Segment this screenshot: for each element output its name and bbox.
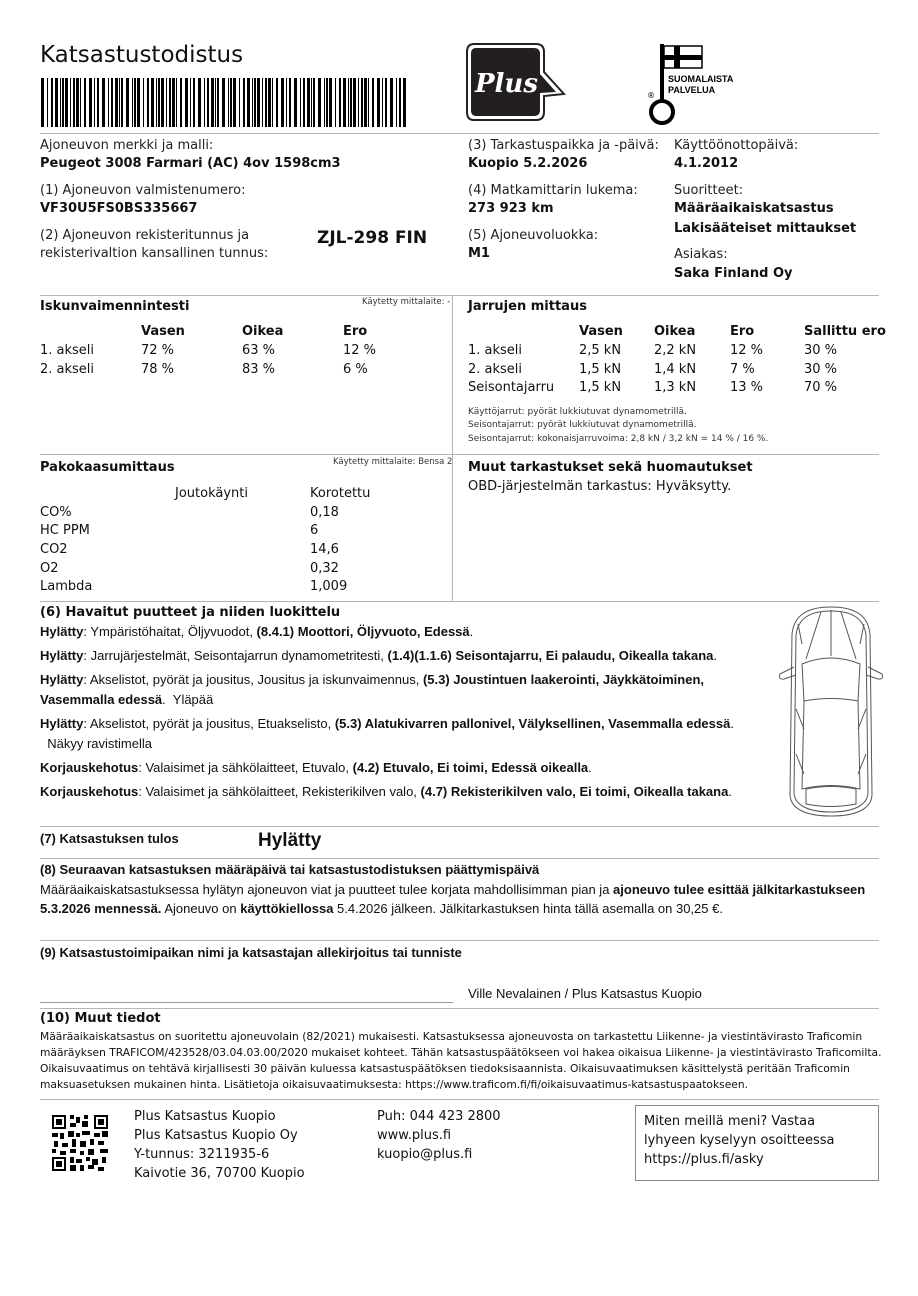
other-info-title: (10) Muut tiedot: [40, 1011, 161, 1026]
qr-code-icon: [52, 1115, 108, 1171]
customer-label: Asiakas:: [674, 247, 728, 262]
survey-text: Miten meillä meni? Vastaa lyhyeen kyselyyn osoitteessa https://plus.fi/asky: [644, 1114, 835, 1167]
car-diagram-icon: [776, 604, 886, 819]
performed-value-1: Määräaikaiskatsastus: [674, 201, 834, 216]
emissions-device: Käytetty mittalaite: Bensa 2: [333, 457, 453, 467]
website-link[interactable]: www.plus.fi: [377, 1128, 452, 1143]
contact-info: [377, 1107, 501, 1164]
col-header: Vasen: [141, 324, 185, 339]
barcode-icon: [41, 78, 407, 127]
other-checks-text: OBD-järjestelmän tarkastus: Hyväksytty.: [468, 479, 732, 494]
defect-item: Hylätty: Jarrujärjestelmät, Seisontajarrun dynamometritesti, (1.4)(1.1.6) Seisontajarru, Ei palaudu, Oikealla takana.: [40, 648, 718, 663]
company-info: [134, 1107, 305, 1183]
performed-value-2: Lakisääteiset mittaukset: [674, 221, 857, 236]
defect-list: [40, 622, 780, 802]
make-model-value: Peugeot 3008 Farmari (AC) 4ov 1598cm3: [40, 156, 341, 171]
brake-note: Seisontajarrut: pyörät lukkiutuvat dynamometrillä.: [468, 420, 697, 430]
page-title: Katsastustodistus: [40, 42, 244, 68]
svg-text:Plus: Plus: [475, 69, 538, 99]
defect-item: Hylätty: Ympäristöhaitat, Öljyvuodot, (8.4.1) Moottori, Öljyvuoto, Edessä.: [40, 624, 474, 639]
vin-label: (1) Ajoneuvon valmistenumero:: [40, 183, 246, 198]
col-header: Ero: [343, 324, 368, 339]
col-header: Korotettu: [310, 486, 371, 501]
other-checks-title: Muut tarkastukset sekä huomautukset: [468, 460, 753, 475]
place-label: (3) Tarkastuspaikka ja -päivä:: [468, 138, 659, 153]
defect-item: Hylätty: Akselistot, pyörät ja jousitus, Etuakselisto, (5.3) Alatukivarren pallonivel, Välyksellinen, Vasemmalla edessä. Näkyy ravistimella: [40, 716, 734, 751]
svg-text:PALVELUA: PALVELUA: [668, 85, 716, 95]
signature-title: (9) Katsastustoimipaikan nimi ja katsastajan allekirjoitus tai tunniste: [40, 945, 462, 960]
odometer-value: 273 923 km: [468, 201, 554, 216]
address: Kaivotie 36, 70700 Kuopio: [134, 1166, 305, 1181]
emissions-title: Pakokaasumittaus: [40, 460, 175, 475]
col-header: Joutokäynti: [175, 486, 248, 501]
plus-logo: [466, 42, 566, 122]
defects-title: (6) Havaitut puutteet ja niiden luokittelu: [40, 605, 341, 620]
shock-test-title: Iskunvaimennintesti: [40, 299, 190, 314]
reg-label-line1: (2) Ajoneuvon rekisteritunnus ja: [40, 228, 250, 243]
signature-line: [40, 1002, 453, 1003]
svg-text:SUOMALAISTA: SUOMALAISTA: [668, 74, 734, 84]
first-use-value: 4.1.2012: [674, 156, 739, 171]
registration-number: ZJL-298 FIN: [317, 228, 428, 248]
col-header: Ero: [730, 324, 755, 339]
col-header: Sallittu ero: [804, 324, 886, 339]
survey-box: [635, 1105, 879, 1181]
col-header: Oikea: [654, 324, 696, 339]
svg-text:®: ®: [647, 91, 655, 100]
odometer-label: (4) Matkamittarin lukema:: [468, 183, 638, 198]
defect-item: Hylätty: Akselistot, pyörät ja jousitus, Jousitus ja iskunvaimennus, (5.3) Joustintuen laakerointi, Jäykkätoiminen, Vasemmalla edessä. Yläpää: [40, 672, 704, 707]
col-header: Vasen: [579, 324, 623, 339]
brake-test-title: Jarrujen mittaus: [468, 299, 587, 314]
customer-value: Saka Finland Oy: [674, 266, 793, 281]
email-link[interactable]: kuopio@plus.fi: [377, 1147, 473, 1162]
business-id: Y-tunnus: 3211935-6: [134, 1147, 270, 1162]
make-model-label: Ajoneuvon merkki ja malli:: [40, 138, 214, 153]
reg-label-line2: rekisterivaltion kansallinen tunnus:: [40, 246, 269, 261]
vehicle-class-label: (5) Ajoneuvoluokka:: [468, 228, 599, 243]
col-header: Oikea: [242, 324, 284, 339]
vehicle-class-value: M1: [468, 246, 490, 261]
vin-value: VF30U5FS0BS335667: [40, 201, 198, 216]
next-inspection-title: (8) Seuraavan katsastuksen määräpäivä tai katsastustodistuksen päättymispäivä: [40, 862, 540, 877]
result-label: (7) Katsastuksen tulos: [40, 831, 179, 846]
next-inspection-text: Määräaikaiskatsastuksessa hylätyn ajoneuvon viat ja puutteet tulee korjata mahdollisimman pian ja ajoneuvo tulee esittää jälkitarkastukseen 5.3.2026 mennessä. Ajoneuvo on käyttökiellossa 5.4.2026 jälkeen. Jälkitarkastuksen hinta tällä asemalla on 30,25 €.: [40, 882, 866, 916]
shock-device: Käytetty mittalaite: -: [362, 297, 451, 307]
place-value: Kuopio 5.2.2026: [468, 156, 588, 171]
performed-label: Suoritteet:: [674, 183, 744, 198]
suomalaista-palvelua-logo: [646, 42, 736, 126]
defect-item: Korjauskehotus: Valaisimet ja sähkölaitteet, Rekisterikilven valo, (4.7) Rekisterikilven valo, Ei toimi, Oikealla takana.: [40, 784, 732, 799]
company-legal-name: Plus Katsastus Kuopio Oy: [134, 1128, 298, 1143]
brake-note: Käyttöjarrut: pyörät lukkiutuvat dynamometrillä.: [468, 407, 687, 417]
phone: Puh: 044 423 2800: [377, 1109, 501, 1124]
defect-item: Korjauskehotus: Valaisimet ja sähkölaitteet, Etuvalo, (4.2) Etuvalo, Ei toimi, Edessä oikealla.: [40, 760, 592, 775]
company-name: Plus Katsastus Kuopio: [134, 1109, 276, 1124]
brake-note: Seisontajarrut: kokonaisjarruvoima: 2,8 kN / 3,2 kN = 14 % / 16 %.: [468, 434, 769, 444]
other-info-text: Määräaikaiskatsastus on suoritettu ajoneuvolain (82/2021) mukaisesti. Katsastuksessa ajoneuvosta on tarkastettu Liikenne- ja viestintävirasto Traficomin määräyksen TRAFICOM/423528/03.04.03.00/2020 mukaiset kohteet. Tähän katsastuspäätökseen voi hakea oikaisua Liikenne- ja viestintävirasto Traficomilta. Oikaisuvaatimus on tehtävä kirjallisesti 30 päivän kuluessa katsastuspäätöksen tiedoksisaannista. Oikaisuvaatimuksen käsittelystä peritään Traficomin maksuasetuksen mukainen hinta. Lisätietoja oikaisuvaatimuksesta: https://www.traficom.fi/fi/oikaisuvaatimus-katsastuspaatokseen.: [40, 1030, 882, 1091]
result-value: Hylätty: [258, 830, 322, 851]
inspector-name: Ville Nevalainen / Plus Katsastus Kuopio: [468, 986, 702, 1001]
first-use-label: Käyttöönottopäivä:: [674, 138, 799, 153]
